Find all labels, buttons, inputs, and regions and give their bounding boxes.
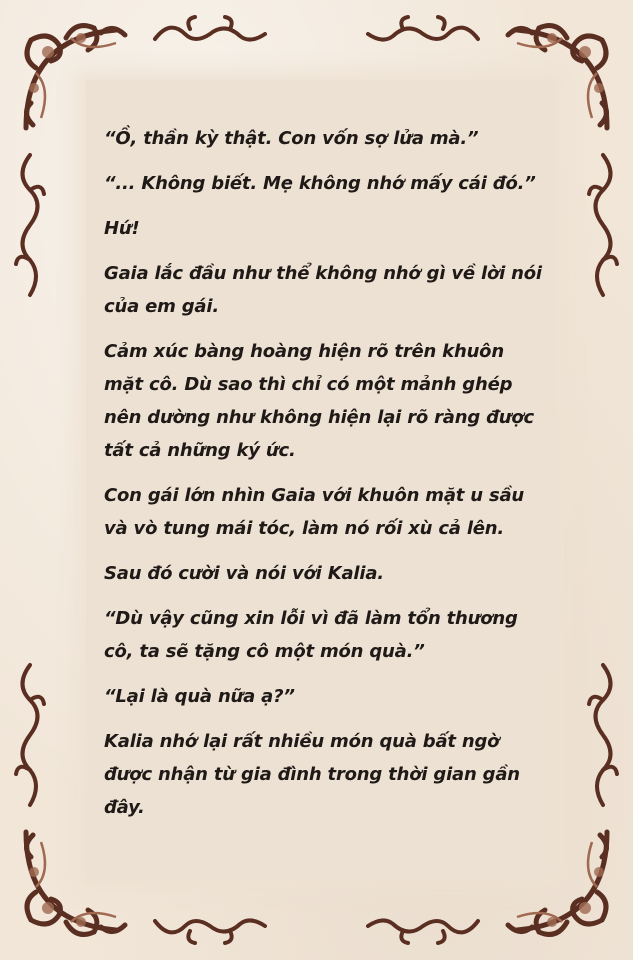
paragraph: Cảm xúc bàng hoàng hiện rõ trên khuôn mặt cô. Dù sao thì chỉ có một mảnh ghép nên dường như không hiện lại rõ ràng được tất cả những ký ức. [104,341,535,461]
scroll-ornament-icon [150,14,270,54]
side-ornament-icon [583,150,623,300]
side-ornament-icon [10,660,50,810]
scroll-ornament-icon [150,906,270,946]
paragraph: Gaia lắc đầu như thể không nhớ gì về lời nói của em gái. [104,263,542,317]
paragraph: “Ồ, thần kỳ thật. Con vốn sợ lửa mà.” [104,128,479,149]
scroll-ornament-icon [363,906,483,946]
paragraph: Sau đó cười và nói với Kalia. [104,563,384,584]
side-ornament-icon [583,660,623,810]
paragraph: “Lại là quà nữa ạ?” [104,686,295,707]
paragraph: “Dù vậy cũng xin lỗi vì đã làm tổn thương cô, ta sẽ tặng cô một món quà.” [104,608,518,662]
paragraph: Hứ! [104,218,140,239]
scroll-ornament-icon [363,14,483,54]
paragraph: Con gái lớn nhìn Gaia với khuôn mặt u sầu và vò tung mái tóc, làm nó rối xù cả lên. [104,485,525,539]
story-text [104,122,544,836]
side-ornament-icon [10,150,50,300]
paragraph: “... Không biết. Mẹ không nhớ mấy cái đó.” [104,173,536,194]
paragraph: Kalia nhớ lại rất nhiều món quà bất ngờ được nhận từ gia đình trong thời gian gần đây. [104,731,520,818]
